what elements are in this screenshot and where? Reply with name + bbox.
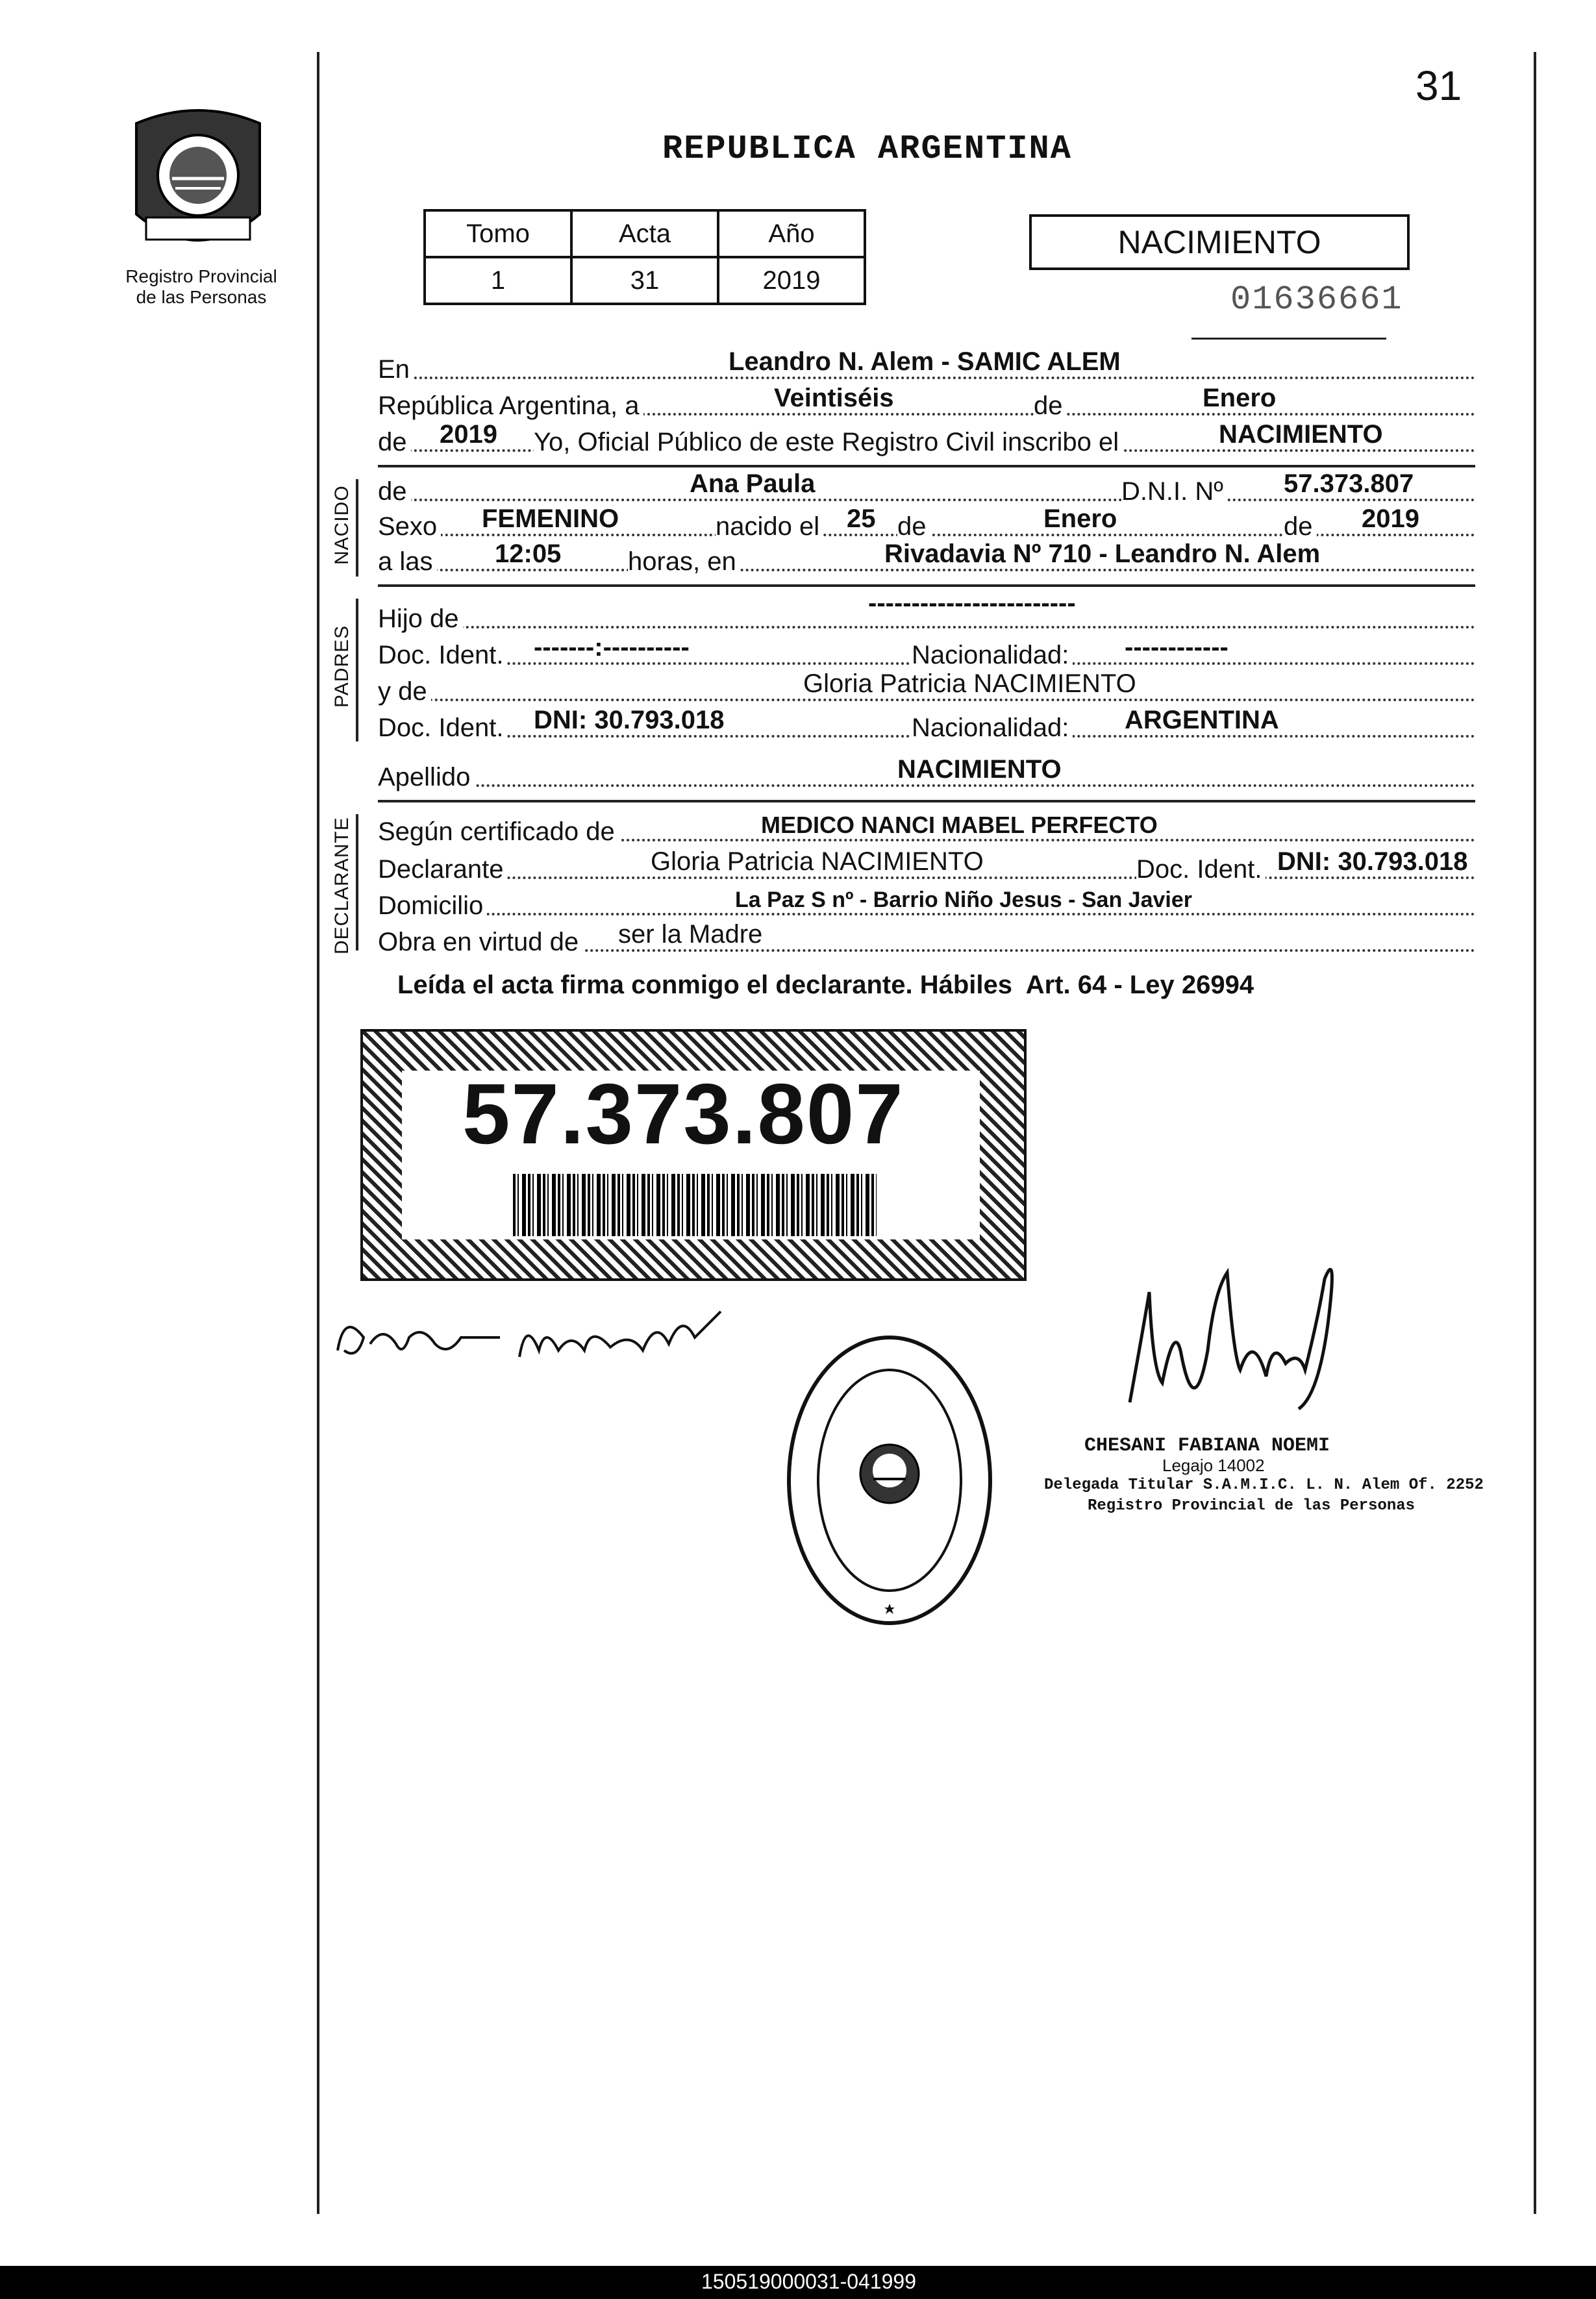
value-father: ------------------------ <box>868 589 1076 617</box>
label-de: de <box>1034 391 1067 421</box>
row-en <box>378 347 1475 387</box>
value-decl-doc: DNI: 30.793.018 <box>1277 847 1468 876</box>
value-obra: ser la Madre <box>618 920 763 949</box>
id-barcode <box>513 1174 877 1236</box>
row-sexo <box>378 504 1475 544</box>
right-margin-line <box>1534 52 1536 2214</box>
label-republica: República Argentina, a <box>378 391 643 421</box>
label-y-de: y de <box>378 677 431 706</box>
label-horas: horas, en <box>628 547 740 577</box>
label-hijo: Hijo de <box>378 604 463 634</box>
value-year: 2019 <box>440 420 497 449</box>
row-domicilio <box>378 887 1475 923</box>
separator-3 <box>378 800 1475 802</box>
value-place: Rivadavia Nº 710 - Leandro N. Alem <box>884 540 1321 568</box>
nacido-bracket <box>356 479 358 577</box>
row-father-doc <box>378 633 1475 673</box>
agency-name-line2: de las Personas <box>136 287 267 307</box>
value-birth-month: Enero <box>1043 504 1117 533</box>
label-apellido: Apellido <box>378 763 474 792</box>
signatory-role: Delegada Titular S.A.M.I.C. L. N. Alem Of. 2252 <box>1044 1476 1484 1494</box>
signatory-name: CHESANI FABIANA NOEMI <box>1084 1435 1330 1457</box>
separator-2 <box>378 584 1475 587</box>
left-margin-line <box>317 52 319 2214</box>
value-tomo: 1 <box>425 257 571 304</box>
row-hora <box>378 540 1475 579</box>
id-number: 57.373.807 <box>462 1066 904 1162</box>
serial-underline <box>1191 338 1386 340</box>
serial-number: 01636661 <box>1230 280 1403 319</box>
label-domicilio: Domicilio <box>378 891 487 921</box>
header-ano: Año <box>718 210 865 257</box>
value-father-doc: -------:---------- <box>534 633 690 662</box>
label-father-nac: Nacionalidad: <box>912 641 1073 670</box>
label-nacido-de3: de <box>1284 512 1317 541</box>
value-en: Leandro N. Alem - SAMIC ALEM <box>729 347 1121 376</box>
official-stamp <box>782 1331 997 1630</box>
value-birth-year: 2019 <box>1362 504 1419 533</box>
row-obra <box>378 920 1475 960</box>
value-name: Ana Paula <box>690 469 816 498</box>
label-father-doc: Doc. Ident. <box>378 641 507 670</box>
label-decl-doc: Doc. Ident. <box>1136 855 1266 884</box>
value-act: NACIMIENTO <box>1219 420 1383 449</box>
page-title: REPUBLICA ARGENTINA <box>662 130 1072 168</box>
agency-logo <box>123 104 273 260</box>
label-mother-doc: Doc. Ident. <box>378 714 507 743</box>
header-tomo: Tomo <box>425 210 571 257</box>
declarante-bracket <box>356 814 358 951</box>
row-inscribo <box>378 420 1475 460</box>
value-certificado: MEDICO NANCI MABEL PERFECTO <box>761 812 1158 838</box>
agency-name-line1: Registro Provincial <box>125 266 277 286</box>
value-apellido: NACIMIENTO <box>897 755 1062 784</box>
row-apellido <box>378 755 1475 795</box>
value-mother-nac: ARGENTINA <box>1125 706 1279 734</box>
row-mother <box>378 669 1475 709</box>
value-time: 12:05 <box>495 540 562 568</box>
official-signature <box>1104 1253 1351 1438</box>
label-obra: Obra en virtud de <box>378 928 582 957</box>
value-domicilio: La Paz S nº - Barrio Niño Jesus - San Javier <box>735 888 1192 912</box>
row-republica <box>378 384 1475 423</box>
record-table <box>423 209 866 305</box>
label-certificado: Según certificado de <box>378 817 619 847</box>
row-nacido-name <box>378 469 1475 509</box>
label-nacido-el: nacido el <box>716 512 823 541</box>
label-nacido-de: de <box>378 477 411 506</box>
page-number: 31 <box>1415 62 1462 109</box>
label-nacido-de2: de <box>897 512 930 541</box>
value-ano: 2019 <box>718 257 865 304</box>
section-nacido: NACIDO <box>331 485 353 565</box>
label-de2: de <box>378 428 411 457</box>
signatory-legajo: Legajo 14002 <box>1162 1456 1265 1475</box>
row-hijo <box>378 589 1475 636</box>
value-dni: 57.373.807 <box>1284 469 1414 498</box>
row-mother-doc <box>378 706 1475 745</box>
value-acta: 31 <box>571 257 718 304</box>
value-month: Enero <box>1203 384 1277 412</box>
closing-text: Leída el acta firma conmigo el declarante. Hábiles Art. 64 - Ley 26994 <box>397 971 1254 999</box>
label-dni: D.N.I. Nº <box>1121 477 1227 506</box>
label-en: En <box>378 355 414 384</box>
label-mother-nac: Nacionalidad: <box>912 714 1073 743</box>
row-certificado <box>378 813 1475 849</box>
label-a-las: a las <box>378 547 437 577</box>
act-type-box: NACIMIENTO <box>1029 214 1410 270</box>
value-birth-day: 25 <box>847 504 876 533</box>
separator-1 <box>378 465 1475 467</box>
value-declarante: Gloria Patricia NACIMIENTO <box>651 847 984 876</box>
header-acta: Acta <box>571 210 718 257</box>
signatory-org: Registro Provincial de las Personas <box>1088 1497 1415 1515</box>
label-declarante: Declarante <box>378 855 507 884</box>
declarant-signature <box>331 1299 760 1380</box>
value-mother: Gloria Patricia NACIMIENTO <box>803 669 1136 698</box>
padres-bracket <box>356 599 358 741</box>
value-mother-doc: DNI: 30.793.018 <box>534 706 725 734</box>
section-padres: PADRES <box>331 625 353 708</box>
row-declarante <box>378 847 1475 887</box>
footer-code: 150519000031-041999 <box>701 2270 916 2293</box>
section-declarante: DECLARANTE <box>331 817 353 954</box>
value-father-nac: ------------ <box>1125 633 1228 662</box>
label-inscribo: Yo, Oficial Público de este Registro Civil inscribo el <box>534 428 1123 457</box>
label-sexo: Sexo <box>378 512 441 541</box>
value-day: Veintiséis <box>774 384 894 412</box>
value-sexo: FEMENINO <box>482 504 619 533</box>
